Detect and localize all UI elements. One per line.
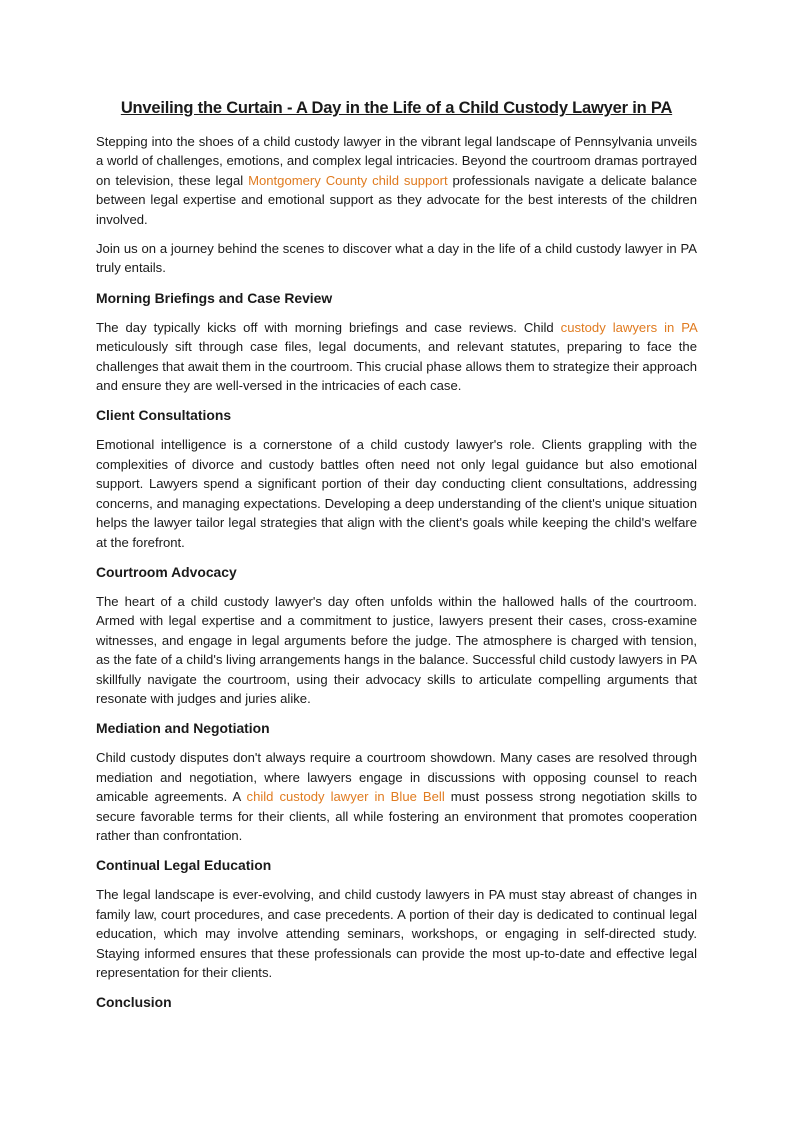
heading-continual-education: Continual Legal Education [96,857,272,874]
heading-conclusion: Conclusion [96,994,172,1011]
intro-paragraph-1 [96,132,697,229]
intro-text-1: Stepping into the shoes of a child custody lawyer in the vibrant legal landscape of Pennsylvania unveils a world of challenges, emotions, and complex legal intricacies. Beyond the courtroom dramas portrayed on television, these legal [96,134,697,188]
paragraph-mediation-negotiation [96,748,697,845]
heading-client-consultations: Client Consultations [96,407,232,424]
heading-morning-briefings: Morning Briefings and Case Review [96,289,333,306]
morning-text-1: The day typically kicks off with morning briefings and case reviews. Child [96,319,561,335]
document-page [96,96,697,1022]
document-title: Unveiling the Curtain - A Day in the Life of a Child Custody Lawyer in PA [120,99,673,117]
montgomery-county-child-support-link[interactable]: Montgomery County child support [248,172,448,188]
mediation-text-2: must possess strong negotiation skills to secure favorable terms for their clients, all while fostering an environment that promotes cooperation rather than confrontation. [96,789,698,843]
intro-paragraph-2: Join us on a journey behind the scenes to discover what a day in the life of a child custody lawyer in PA truly entails. [96,241,697,276]
paragraph-client-consultations: Emotional intelligence is a cornerstone of a child custody lawyer's role. Clients grappling with the complexities of divorce and custody battles often need not only legal guidance but also emotional support. Lawyers spend a significant portion of their day conducting client consultations, addressing concerns, and managing expectations. Developing a deep understanding of the client's unique situation helps the lawyer tailor legal strategies that align with the client's goals while keeping the child's welfare at the forefront. [96,437,697,550]
morning-text-2: meticulously sift through case files, legal documents, and relevant statutes, preparing to face the challenges that await them in the courtroom. This crucial phase allows them to strategize their approach and ensure they are well-versed in the intricacies of each case. [96,339,697,394]
child-custody-lawyer-blue-bell-link[interactable]: child custody lawyer in Blue Bell [246,789,445,805]
custody-lawyers-in-pa-link[interactable]: custody lawyers in PA [560,319,697,335]
intro-text-2: professionals navigate a delicate balance between legal expertise and emotional support as they advocate for the best interests of the children involved. [96,172,698,227]
paragraph-continual-education: The legal landscape is ever-evolving, and child custody lawyers in PA must stay abreast of changes in family law, court procedures, and case precedents. A portion of their day is dedicated to continual legal education, which may involve attending seminars, workshops, or engaging in self-directed study. Staying informed ensures that these professionals can provide the most up-to-date and effective legal representation for their clients. [96,887,697,980]
paragraph-courtroom-advocacy: The heart of a child custody lawyer's day often unfolds within the hallowed halls of the courtroom. Armed with legal expertise and a commitment to justice, lawyers present their cases, cross-examine witnesses, and engage in legal arguments before the judge. The atmosphere is charged with tension, as the fate of a child's living arrangements hangs in the balance. Successful child custody lawyers in PA skillfully navigate the courtroom, using their advocacy skills to articulate compelling arguments that resonate with judges and juries alike. [96,593,697,706]
paragraph-morning-briefings [96,318,697,396]
mediation-text-1: Child custody disputes don't always require a courtroom showdown. Many cases are resolved through mediation and negotiation, where lawyers engage in discussions with opposing counsel to reach amicable agreements. A [96,750,697,805]
heading-mediation-negotiation: Mediation and Negotiation [96,720,270,737]
heading-courtroom-advocacy: Courtroom Advocacy [96,563,237,580]
